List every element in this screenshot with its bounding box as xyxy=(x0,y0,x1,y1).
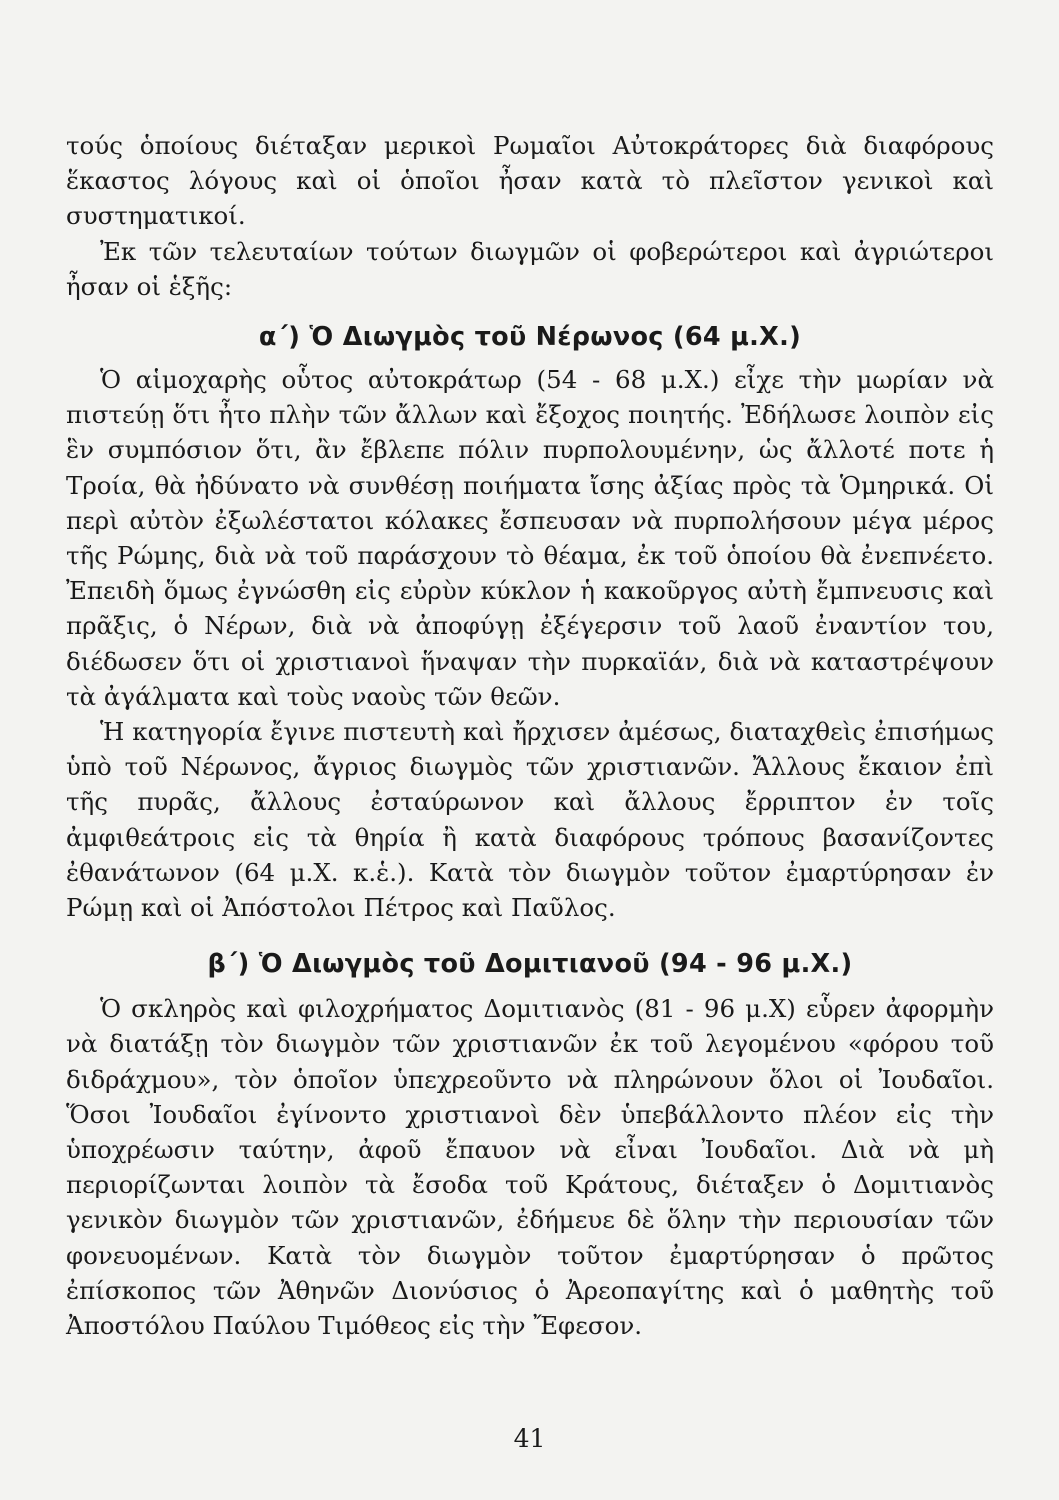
nero-paragraph-2: Ἡ κατηγορία ἔγινε πιστευτὴ καὶ ἤρχισεν ἀμέσως, διαταχθεὶς ἐπισήμως ὑπὸ τοῦ Νέρωνος, ἄγριος διωγμὸς τῶν χριστιανῶν. Ἄλλους ἔκαιον ἐπὶ τῆς πυρᾶς, ἄλλους ἐσταύρωνον καὶ ἄλλους ἔρριπτον ἐν τοῖς ἀμφιθεάτροις εἰς τὰ θηρία ἢ κατὰ διαφόρους τρόπους βασανίζοντες ἐθανάτωνον (64 μ.Χ. κ.ἑ.). Κατὰ τὸν διωγμὸν τοῦτον ἐμαρτύρησαν ἐν Ρώμῃ καὶ οἱ Ἀπόστολοι Πέτρος καὶ Παῦλος. xyxy=(66,717,994,923)
nero-paragraph-1: Ὁ αἱμοχαρὴς οὗτος αὐτοκράτωρ (54 - 68 μ.Χ.) εἶχε τὴν μωρίαν νὰ πιστεύῃ ὅτι ἦτο πλὴν τῶν ἄλλων καὶ ἔξοχος ποιητής. Ἐδήλωσε λοιπὸν εἰς ἓν συμπόσιον ὅτι, ἂν ἔβλεπε πόλιν πυρπολουμένην, ὡς ἄλλοτέ ποτε ἡ Τροία, θὰ ἠδύνατο νὰ συνθέσῃ ποιήματα ἴσης ἀξίας πρὸς τὰ Ὁμηρικά. Οἱ περὶ αὐτὸν ἐξωλέστατοι κόλακες ἔσπευσαν νὰ πυρπολήσουν μέγα μέρος τῆς Ρώμης, διὰ νὰ τοῦ παράσχουν τὸ θέαμα, ἐκ τοῦ ὁποίου θὰ ἐνεπνέετο. Ἐπειδὴ ὅμως ἐγνώσθη εἰς εὐρὺν κύκλον ἡ κακοῦργος αὐτὴ ἔμπνευσις καὶ πρᾶξις, ὁ Νέρων, διὰ νὰ ἀποφύγῃ ἐξέγερσιν τοῦ λαοῦ ἐναντίον του, διέδωσεν ὅτι οἱ χριστιανοὶ ἥναψαν τὴν πυρκαϊάν, διὰ νὰ καταστρέψουν τὰ ἀγάλματα καὶ τοὺς ναοὺς τῶν θεῶν. xyxy=(66,365,994,711)
page-body xyxy=(66,128,994,1343)
intro-paragraph: Ἐκ τῶν τελευταίων τούτων διωγμῶν οἱ φοβερώτεροι καὶ ἀγριώτεροι ἦσαν οἱ ἑξῆς: xyxy=(66,236,994,301)
page-number: 41 xyxy=(513,1424,546,1453)
section-heading-domitian: β΄) Ὁ Διωγμὸς τοῦ Δομιτιανοῦ (94 - 96 μ.Χ.) xyxy=(207,949,853,980)
intro-paragraph-continuation: τούς ὁποίους διέταξαν μερικοὶ Ρωμαῖοι Αὐτοκράτορες διὰ διαφόρους ἕκαστος λόγους καὶ οἱ ὁποῖοι ἦσαν κατὰ τὸ πλεῖστον γενικοὶ καὶ συστηματικοί. xyxy=(66,131,994,231)
section-heading-nero: α΄) Ὁ Διωγμὸς τοῦ Νέρωνος (64 μ.Χ.) xyxy=(258,322,802,353)
domitian-paragraph-1: Ὁ σκληρὸς καὶ φιλοχρήματος Δομιτιανὸς (81 - 96 μ.Χ) εὗρεν ἀφορμὴν νὰ διατάξῃ τὸν διωγμὸν τῶν χριστιανῶν ἐκ τοῦ λεγομένου «φόρου τοῦ διδράχμου», τὸν ὁποῖον ὑπεχρεοῦντο νὰ πληρώνουν ὅλοι οἱ Ἰουδαῖοι. Ὅσοι Ἰουδαῖοι ἐγίνοντο χριστιανοὶ δὲν ὑπεβάλλοντο πλέον εἰς τὴν ὑποχρέωσιν ταύτην, ἀφοῦ ἔπαυον νὰ εἶναι Ἰουδαῖοι. Διὰ νὰ μὴ περιορίζωνται λοιπὸν τὰ ἔσοδα τοῦ Κράτους, διέταξεν ὁ Δομιτιανὸς γενικὸν διωγμὸν τῶν χριστιανῶν, ἐδήμευε δὲ ὅλην τὴν περιουσίαν τῶν φονευομένων. Κατὰ τὸν διωγμὸν τοῦτον ἐμαρτύρησαν ὁ πρῶτος ἐπίσκοπος τῶν Ἀθηνῶν Διονύσιος ὁ Ἀρεοπαγίτης καὶ ὁ μαθητὴς τοῦ Ἀποστόλου Παύλου Τιμόθεος εἰς τὴν Ἔφεσον. xyxy=(66,994,994,1341)
